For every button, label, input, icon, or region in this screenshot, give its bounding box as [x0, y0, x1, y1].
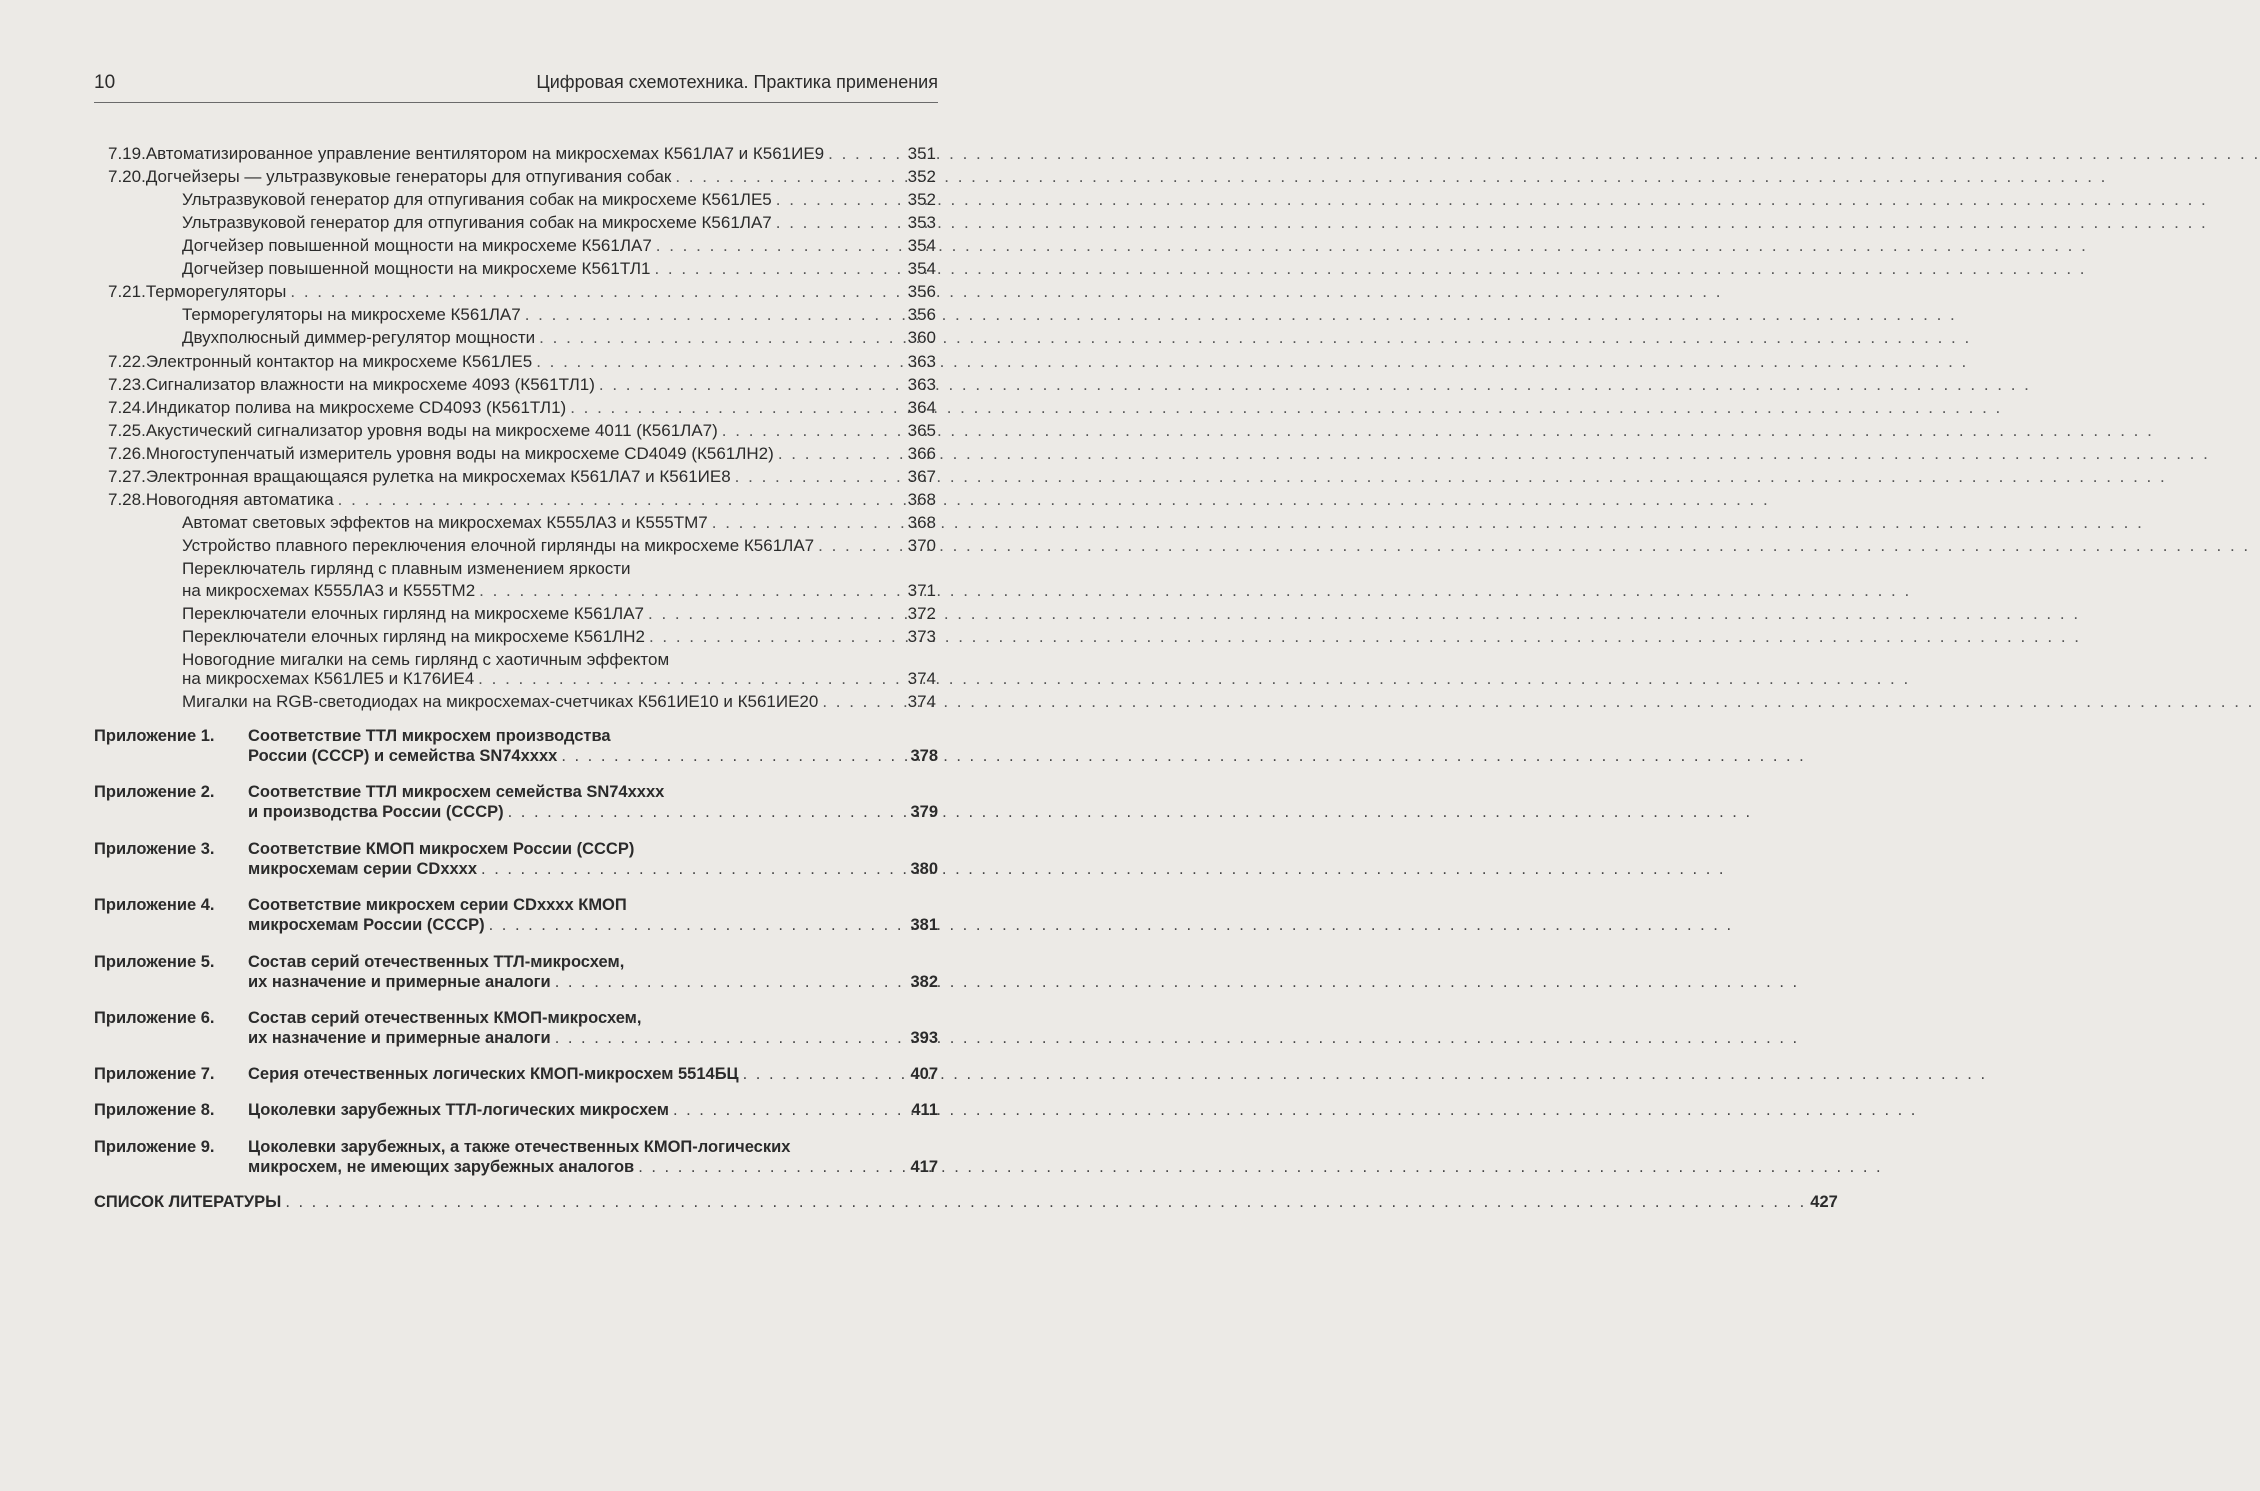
toc-subentry: Ультразвуковой генератор для отпугивания собак на микросхеме К561ЛА7 . . . 353 — [182, 212, 936, 234]
toc-subentry: Мигалки на RGB-светодиодах на микросхемах-счетчиках К561ИЕ10 и К561ИЕ20 . . . 374 — [182, 691, 936, 713]
toc-subentry: Догчейзер повышенной мощности на микросхеме К561ЛА7 . . . 354 — [182, 235, 936, 257]
toc-subentry: Ультразвуковой генератор для отпугивания собак на микросхеме К561ЛЕ5 . . . 352 — [182, 189, 936, 211]
toc-subentry: Догчейзер повышенной мощности на микросхеме К561ТЛ1 . . . 354 — [182, 258, 936, 280]
literature-entry: СПИСОК ЛИТЕРАТУРЫ . . . 427 — [94, 1193, 938, 1212]
toc-subentry: на микросхемах К561ЛЕ5 и К176ИЕ4 . . . 374 — [182, 668, 936, 690]
toc-subentry: Переключатели елочных гирлянд на микросхеме К561ЛН2 . . . 373 — [182, 626, 936, 648]
table-of-contents: 7.19. Автоматизированное управление вентилятором на микросхемах К561ЛА7 и К561ИЕ9 . . . 351 7.20. Догчейзеры — ультразвуковые генераторы для отпугивания собак . . . 352 Ультразвуковой генератор для отпугивания собак на микросхеме К561ЛЕ5 . . . 352 Ультразвуковой генератор для отпугивания собак на микросхеме К561ЛА7 . . . 353 Догчейзер повышенной мощности на микросхеме К561ЛА7 . . . 354 Догчейзер повышенной мощности на микросхеме К561ТЛ1 . . . 354 7.21. Терморегуляторы . . . 356 Терморегуляторы на микросхеме К561ЛА7 . . . 356 Двухполюсный диммер-регулятор мощности . . . 360 7.22. Электронный контактор на микросхеме К561ЛЕ5 . . . 363 7.23. Сигнализатор влажности на микросхеме 4093 (К561ТЛ1) . . . 363 7.24. Индикатор полива на микросхеме CD4093 (К561ТЛ1) . . . 364 7.25. Акустический сигнализатор уровня воды на микросхеме 4011 (К561ЛА7) . . . 365 7.26. Многоступенчатый измеритель уровня воды на микросхеме CD4049 (К561ЛН2) . . . 366 7.27. Электронная вращающаяся рулетка на микросхемах К561ЛА7 и К561ИЕ8 . . . 367 7.28. Новогодняя автоматика . . . 368 Автомат световых эффектов на микросхемах К555ЛА3 и К555ТМ7 . . . 368 Устройство плавного переключения елочной гирлянды на микросхеме К561ЛА7 . . . 370 Переключатель гирлянд с плавным изменением яркости на микросхемах К555ЛА3 и К555ТМ2 . . . 371 Переключатели елочных гирлянд на микросхеме К561ЛА7 . . . 372 Переключатели елочных гирлянд на микросхеме К561ЛН2 . . . 373 Новогодние мигалки на семь гирлянд с хаотичным эффектом на микросхемах К561ЛЕ5 и К176ИЕ4 . . . 374 Мигалки на RGB-светодиодах на микросхемах-счетчиках К561ИЕ10 и К561ИЕ20 . . . 374 Приложение 1. Соответствие ТТЛ микросхем производства России (СССР) и семейства SN74xxxx . . . 378 Приложение 2. Соответствие ТТЛ микросхем семейства SN74xxxx и производства России (СССР) . . . 379 Приложение 3. Соответствие КМОП микросхем России (СССР) микросхемам серии CDxxxx . . . 380 Приложение 4. Соответствие микросхем серии CDxxxx КМОП микросхемам России (СССР) . . . 381 Приложение 5. Состав серий отечественных ТТЛ-микросхем, их назначение и примерные аналоги . . . 382 Приложение 6. Состав серий отечественных КМОП-микросхем, их назначение и примерные аналоги . . . 393 Приложение 7. Серия отечественных логических КМОП-микросхем 5514БЦ . . . 407 Приложение 8. Цоколевки зарубежных ТТЛ-логических микросхем . . . 411 Приложение 9. Цоколевки зарубежных, а также отечественных КМОП-логических микросхем, не имеющих зарубежных аналогов . . . 417 СПИСОК ЛИТЕРАТУРЫ . . . 427 — [0, 0, 1000, 1491]
toc-subentry: Автомат световых эффектов на микросхемах К555ЛА3 и К555ТМ7 . . . 368 — [182, 512, 936, 534]
toc-entry: 7.22. Электронный контактор на микросхеме К561ЛЕ5 . . . 363 — [108, 351, 936, 373]
toc-subentry: Терморегуляторы на микросхеме К561ЛА7 . . . 356 — [182, 304, 936, 326]
running-title: Цифровая схемотехника. Практика применения — [536, 72, 938, 92]
toc-entry: 7.20. Догчейзеры — ультразвуковые генераторы для отпугивания собак . . . 352 — [108, 166, 936, 188]
toc-entry: 7.24. Индикатор полива на микросхеме CD4093 (К561ТЛ1) . . . 364 — [108, 397, 936, 419]
toc-entry: 7.27. Электронная вращающаяся рулетка на микросхемах К561ЛА7 и К561ИЕ8 . . . 367 — [108, 466, 936, 488]
toc-entry: 7.21. Терморегуляторы . . . 356 — [108, 281, 936, 303]
toc-subentry: Устройство плавного переключения елочной гирлянды на микросхеме К561ЛА7 . . . 370 — [182, 535, 936, 557]
toc-subentry: Двухполюсный диммер-регулятор мощности . . . 360 — [182, 327, 936, 349]
toc-subentry: на микросхемах К555ЛА3 и К555ТМ2 . . . 371 — [182, 580, 936, 602]
toc-entry: 7.19. Автоматизированное управление вентилятором на микросхемах К561ЛА7 и К561ИЕ9 . . . 351 — [108, 143, 936, 165]
toc-entry: 7.28. Новогодняя автоматика . . . 368 — [108, 489, 936, 511]
toc-entry: 7.25. Акустический сигнализатор уровня воды на микросхеме 4011 (К561ЛА7) . . . 365 — [108, 420, 936, 442]
toc-entry: 7.26. Многоступенчатый измеритель уровня воды на микросхеме CD4049 (К561ЛН2) . . . 366 — [108, 443, 936, 465]
page-number: 10 — [94, 72, 116, 93]
toc-entry: 7.23. Сигнализатор влажности на микросхеме 4093 (К561ТЛ1) . . . 363 — [108, 374, 936, 396]
toc-subentry-line1: Переключатель гирлянд с плавным изменением яркости — [182, 559, 631, 578]
toc-subentry: Переключатели елочных гирлянд на микросхеме К561ЛА7 . . . 372 — [182, 603, 936, 625]
toc-subentry-line1: Новогодние мигалки на семь гирлянд с хаотичным эффектом — [182, 650, 670, 669]
